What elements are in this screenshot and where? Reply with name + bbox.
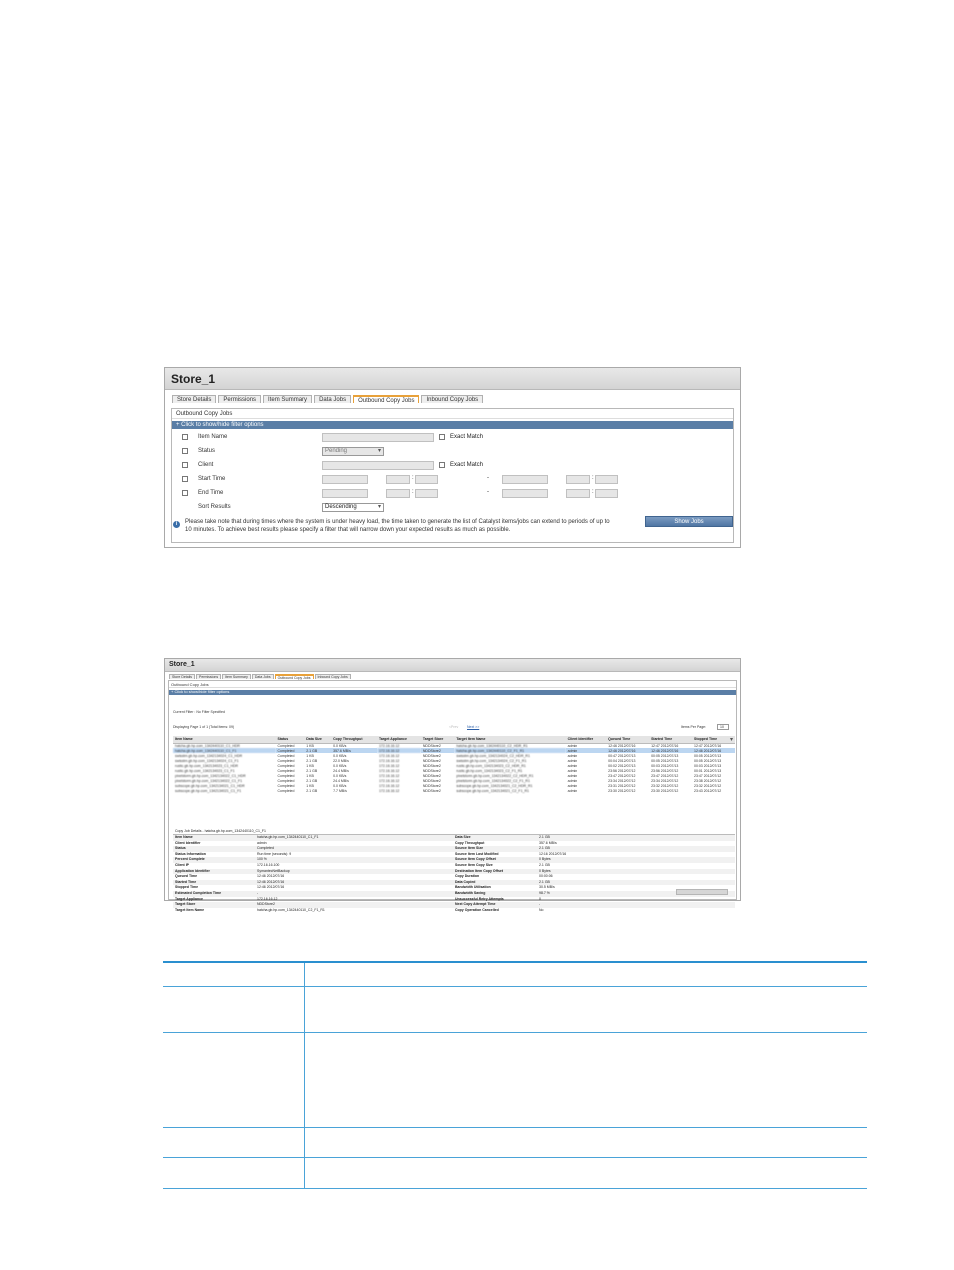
detail-value: 172.16.16.12 <box>257 896 278 901</box>
table-cell: 23:47 2012/07/12 <box>608 773 636 778</box>
table-cell: Completed <box>277 743 295 748</box>
table-cell: subscope.gb.hp.com_1342134021_C1_F1 <box>175 788 242 793</box>
client-label: Client <box>198 462 214 468</box>
table-cell: admin <box>566 748 606 753</box>
table-cell: 00:47 2012/07/13 <box>608 753 636 758</box>
client-input[interactable] <box>322 461 434 470</box>
status-select[interactable]: Pending ▾ <box>322 447 384 456</box>
end-time-to-minute[interactable] <box>595 489 618 498</box>
filter-row-client <box>172 459 733 473</box>
detail-label: Target Item Name <box>175 907 205 912</box>
table-cell: 1 KB <box>306 743 314 748</box>
table-cell: 12:46 2012/07/16 <box>606 748 649 753</box>
table-cell: 23:34 2012/07/12 <box>651 778 679 783</box>
end-time-label: End Time <box>198 490 224 496</box>
detail-value: 357.6 MB/s <box>539 840 557 845</box>
items-per-page-select[interactable]: 10 <box>717 724 729 730</box>
detail-value: 2.1 GB <box>539 862 550 867</box>
table-cell: subscope.gb.hp.com_1342134021_C2_F1_R1 <box>456 788 529 793</box>
table-cell: hatcha.gb.hp.com_1342440110_C2_HDR_R1 <box>456 743 528 748</box>
table-cell: swisstm.gb.hp.com_1342134024_C2_HDR_R1 <box>456 753 530 758</box>
status-label: Status <box>198 448 216 454</box>
heavy-load-note <box>173 518 643 534</box>
client-exact-label: Exact Match <box>450 462 484 468</box>
table-cell: Completed <box>277 763 295 768</box>
table-cell: admin <box>567 753 578 758</box>
store-title: Store_1 <box>165 659 740 672</box>
table-cell: 1 KB <box>306 753 314 758</box>
table-cell: 2.1 GB <box>306 768 318 773</box>
table-cell: 24.4 MB/s <box>333 778 349 783</box>
status-checkbox[interactable] <box>182 448 188 454</box>
table-cell: 00:05 2012/07/13 <box>651 758 679 763</box>
table-cell: pixelstorm.gb.hp.com_1342134022_C2_HDR_R1 <box>456 773 534 778</box>
detail-value: SymantecNetBackup <box>257 868 290 873</box>
current-filter-text: Current Filter : No Filter Specified <box>173 710 225 714</box>
detail-value: - <box>257 890 259 895</box>
detail-value: Run time (seconds): 9 <box>257 851 292 856</box>
table-cell: 172.16.16.12 <box>378 753 400 758</box>
end-time-from-date[interactable] <box>322 489 368 498</box>
table-cell: 23:56 2012/07/12 <box>608 768 636 773</box>
detail-label: Started Time <box>175 879 197 884</box>
tab-permissions[interactable]: Permissions <box>218 395 261 403</box>
detail-value: hatcha.gb.hp.com_1342440110_C1_F1 <box>257 835 319 839</box>
table-cell: rustic.gb.hp.com_1342134023_C1_F1 <box>175 768 235 773</box>
filter-row-item-name <box>172 431 733 445</box>
column-header[interactable]: Started Time <box>649 736 692 743</box>
detail-label: Destination Item Copy Offset <box>455 868 504 873</box>
detail-label: Queued Time <box>175 874 198 879</box>
detail-value: No <box>539 907 544 912</box>
detail-value: Completed <box>257 846 274 851</box>
tab-data-jobs[interactable]: Data Jobs <box>252 674 274 679</box>
table-cell: 2.1 GB <box>306 788 318 793</box>
detail-label: Estimated Completion Time <box>175 890 222 895</box>
outbound-copy-jobs-filter-screenshot <box>164 367 741 548</box>
detail-value: 0 Bytes <box>539 857 551 862</box>
table-cell: Completed <box>277 753 295 758</box>
table-cell: 23:56 2012/07/12 <box>651 768 679 773</box>
items-per-page-label: Items Per Page: <box>681 725 707 729</box>
detail-value: 2.1 GB <box>539 879 550 884</box>
start-time-from-minute[interactable] <box>415 475 438 484</box>
table-cell: pixelstorm.gb.hp.com_1342134022_C1_HDR <box>175 773 246 778</box>
filter-toggle-bar[interactable]: + Click to show/hide filter options <box>169 690 736 695</box>
detail-value: admin <box>257 840 267 845</box>
detail-label: Source Item Size <box>455 846 484 851</box>
detail-value: 98.7 % <box>539 890 550 895</box>
table-cell: 2.1 GB <box>306 778 318 783</box>
table-cell: 23:34 2012/07/12 <box>608 778 636 783</box>
detail-label: Unsuccessful Retry Attempts <box>455 896 504 901</box>
detail-label: Target Appliance <box>175 896 204 901</box>
note-line-1: Please take note that during times where the system is under heavy load, the time taken to generate the list of Catalyst items/jobs can extend to periods of up to <box>185 519 610 525</box>
outbound-copy-jobs-results-screenshot <box>164 658 741 912</box>
table-cell: 12:46 2012/07/16 <box>692 748 735 753</box>
detail-label: Target Store <box>175 902 196 907</box>
detail-value: 12:46 2012/07/16 <box>257 885 285 890</box>
close-details-button[interactable] <box>676 889 728 895</box>
tab-outbound-copy-jobs[interactable]: Outbound Copy Jobs <box>275 674 314 679</box>
table-cell: 357.6 MB/s <box>331 748 377 753</box>
description-table <box>163 961 867 1189</box>
table-cell: 23:47 2012/07/12 <box>694 773 722 778</box>
start-time-checkbox[interactable] <box>182 476 188 482</box>
detail-value: 12:46 2012/07/16 <box>257 874 285 879</box>
info-icon: i <box>173 521 180 528</box>
start-time-from-date[interactable] <box>322 475 368 484</box>
table-cell: admin <box>567 768 578 773</box>
table-cell: 1 KB <box>306 783 314 788</box>
table-cell: admin <box>567 763 578 768</box>
detail-label: Copy Throughput <box>455 840 485 845</box>
table-cell: 0.0 KB/s <box>333 763 347 768</box>
table-cell: hatcha.gb.hp.com_1342440110_C1_F1 <box>173 748 276 753</box>
copy-job-details <box>173 828 735 913</box>
table-cell: 172.16.16.12 <box>378 743 400 748</box>
table-cell: pixelstorm.gb.hp.com_1342134022_C1_F1 <box>175 778 243 783</box>
table-cell: NDDStore2 <box>422 788 441 793</box>
store-tabs <box>165 672 740 680</box>
table-cell: NDDStore2 <box>422 763 441 768</box>
detail-value: 12:16 2012/07/16 <box>539 851 567 856</box>
detail-label: Bandwidth Saving <box>455 890 486 895</box>
table-cell: 00:04 2012/07/13 <box>608 758 636 763</box>
table-cell: swisstm.gb.hp.com_1342134024_C1_F1 <box>175 758 239 763</box>
table-cell: admin <box>567 778 578 783</box>
table-cell: NDDStore2 <box>422 768 441 773</box>
detail-value: 2.1 GB <box>539 835 550 839</box>
table-cell: rustic.gb.hp.com_1342134023_C2_F1_R1 <box>456 768 523 773</box>
detail-label: Next Copy Attempt Time <box>455 902 496 907</box>
detail-label: Copy Duration <box>455 874 480 879</box>
item-name-input[interactable] <box>322 433 434 442</box>
detail-label: Copy Operation Cancelled <box>455 907 499 912</box>
table-cell: NDDStore2 <box>422 753 441 758</box>
tab-item-summary[interactable]: Item Summary <box>222 674 251 679</box>
detail-label: Data Size <box>455 835 471 839</box>
table-cell: admin <box>567 783 578 788</box>
table-cell: NDDStore2 <box>422 743 441 748</box>
table-cell: 00:03 2012/07/13 <box>694 763 722 768</box>
detail-row <box>173 908 735 914</box>
item-name-checkbox[interactable] <box>182 434 188 440</box>
column-header[interactable]: Item Name <box>173 736 276 743</box>
table-cell: 00:01 2012/07/13 <box>694 768 722 773</box>
table-cell: Completed <box>277 758 295 763</box>
client-exact-checkbox[interactable] <box>439 462 445 468</box>
tab-permissions[interactable]: Permissions <box>196 674 221 679</box>
table-cell: Completed <box>277 783 295 788</box>
table-cell: 0.0 KB/s <box>333 743 347 748</box>
table-cell: 1 KB <box>306 763 314 768</box>
filter-row-sort <box>172 501 733 515</box>
table-cell: swisstm.gb.hp.com_1342134024_C1_HDR <box>175 753 243 758</box>
table-cell: NDDStore2 <box>421 748 454 753</box>
table-row <box>163 1127 867 1157</box>
detail-value: 2.1 GB <box>539 846 550 851</box>
table-cell: 12:46 2012/07/16 <box>649 748 692 753</box>
detail-value: 0 <box>539 896 541 901</box>
tab-store-details[interactable]: Store Details <box>169 674 195 679</box>
detail-value: 172.16.16.100 <box>257 862 280 867</box>
end-time-to-date[interactable] <box>502 489 548 498</box>
column-header[interactable]: Stopped Time <box>692 736 735 743</box>
detail-label: Data Copied <box>455 879 476 884</box>
table-cell: 00:02 2012/07/13 <box>608 763 636 768</box>
prev-page-link[interactable]: <Prev <box>449 725 459 729</box>
table-cell: 0.0 KB/s <box>333 773 347 778</box>
table-cell: 23:30 2012/07/12 <box>651 788 679 793</box>
table-cell: 23:30 2012/07/12 <box>608 788 636 793</box>
start-time-from-hour[interactable] <box>386 475 410 484</box>
end-time-from-minute[interactable] <box>415 489 438 498</box>
table-header-row <box>163 962 867 986</box>
detail-label: Status <box>175 846 186 851</box>
item-name-label: Item Name <box>198 434 228 440</box>
detail-value: hatcha.gb.hp.com_1342440110_C2_F1_R1 <box>257 907 325 912</box>
detail-value: NDDStore2 <box>257 902 275 907</box>
filter-row-status <box>172 445 733 459</box>
column-header[interactable]: Target Store <box>421 736 454 743</box>
table-cell: 172.16.16.12 <box>378 778 400 783</box>
copy-jobs-table <box>173 736 735 793</box>
table-cell: 2.1 GB <box>304 748 331 753</box>
table-cell: 23:43 2012/07/12 <box>694 788 722 793</box>
table-cell: admin <box>567 743 578 748</box>
detail-label: Application Identifier <box>175 868 210 873</box>
details-header: Copy Job Details - hatcha.gb.hp.com_1342440110_C1_F1 <box>173 828 735 835</box>
table-cell: NDDStore2 <box>422 778 441 783</box>
filter-row-end-time: End Time : - : <box>172 487 733 501</box>
detail-label: Source Item Copy Offset <box>455 857 496 862</box>
tab-store-details[interactable]: Store Details <box>172 395 216 403</box>
start-time-to-hour[interactable] <box>566 475 590 484</box>
table-cell: admin <box>567 758 578 763</box>
table-cell: 22.0 MB/s <box>333 758 349 763</box>
sort-results-label: Sort Results <box>198 504 231 510</box>
table-cell: 172.16.16.12 <box>378 768 400 773</box>
detail-label: Client Identifier <box>175 840 201 845</box>
filter-toggle-bar[interactable]: + Click to show/hide filter options <box>172 421 733 429</box>
client-checkbox[interactable] <box>182 462 188 468</box>
table-row <box>163 1032 867 1127</box>
detail-value: - <box>539 902 541 907</box>
detail-label: Item Name <box>175 835 193 839</box>
column-header[interactable]: Target Appliance <box>377 736 421 743</box>
table-cell: 00:05 2012/07/13 <box>694 753 722 758</box>
item-name-exact-checkbox[interactable] <box>439 434 445 440</box>
outbound-copy-jobs-panel <box>168 680 737 912</box>
sort-results-select[interactable]: Descending ▾ <box>322 503 384 512</box>
panel-title: Outbound Copy Jobs <box>169 681 736 688</box>
detail-label: Bandwidth Utilisation <box>455 885 491 890</box>
table-cell: 0.0 KB/s <box>333 753 347 758</box>
table-cell: 172.16.16.12 <box>378 773 400 778</box>
note-line-2: 10 minutes. To achieve best results please specify a filter that will narrow down your expected results as much as possible. <box>185 527 511 533</box>
tab-inbound-copy-jobs[interactable]: Inbound Copy Jobs <box>315 674 351 679</box>
table-row <box>163 1157 867 1188</box>
table-cell: 12:46 2012/07/16 <box>608 743 636 748</box>
end-time-to-hour[interactable] <box>566 489 590 498</box>
detail-label: Client IP <box>175 862 190 867</box>
table-cell: NDDStore2 <box>422 758 441 763</box>
tab-inbound-copy-jobs[interactable]: Inbound Copy Jobs <box>421 395 483 403</box>
displaying-page-text: Displaying Page 1 of 1 (Total Items: 09) <box>173 725 235 729</box>
table-cell: 2.1 GB <box>306 758 318 763</box>
detail-value: 100 % <box>257 857 267 862</box>
table-cell: subscope.gb.hp.com_1342134021_C1_HDR <box>175 783 245 788</box>
table-cell: 0.0 KB/s <box>333 783 347 788</box>
detail-label: Source Item Last Modified <box>455 851 499 856</box>
item-name-exact-label: Exact Match <box>450 434 484 440</box>
show-jobs-button[interactable]: Show Jobs <box>645 516 733 527</box>
table-cell: 172.16.16.12 <box>377 748 421 753</box>
table-cell: 24.4 MB/s <box>333 768 349 773</box>
filter-toggle-label: Click to show/hide filter options <box>181 422 264 428</box>
end-time-checkbox[interactable] <box>182 490 188 496</box>
filter-toggle-label: Click to show/hide filter options <box>174 689 230 694</box>
column-header[interactable]: Data Size <box>304 736 331 743</box>
table-cell: Completed <box>277 788 295 793</box>
filter-row-start-time: Start Time : - : <box>172 473 733 487</box>
table-cell: NDDStore2 <box>422 773 441 778</box>
table-cell: hatcha.gb.hp.com_1342440110_C2_F1_R1 <box>454 748 565 753</box>
table-cell: subscope.gb.hp.com_1342134021_C2_HDR_R1 <box>456 783 533 788</box>
table-cell: 00:05 2012/07/13 <box>651 753 679 758</box>
table-cell: 23:32 2012/07/12 <box>651 783 679 788</box>
detail-value: 0 Bytes <box>539 868 551 873</box>
column-header[interactable]: Target Item Name <box>454 736 565 743</box>
table-cell: 12:47 2012/07/16 <box>694 743 722 748</box>
table-cell: 00:03 2012/07/13 <box>651 763 679 768</box>
table-cell: 7.7 MB/s <box>333 788 347 793</box>
tab-data-jobs[interactable]: Data Jobs <box>314 395 351 403</box>
table-cell: 12:47 2012/07/16 <box>651 743 679 748</box>
table-cell: 23:38 2012/07/12 <box>694 778 722 783</box>
next-page-link[interactable]: Next >> <box>467 725 480 729</box>
table-cell: Completed <box>277 768 295 773</box>
table-cell: hatcha.gb.hp.com_1342440110_C1_HDR <box>175 743 240 748</box>
table-cell: Completed <box>277 778 295 783</box>
detail-label: Stopped Time <box>175 885 199 890</box>
store-tabs <box>165 390 740 408</box>
start-time-to-date[interactable] <box>502 475 548 484</box>
table-cell: rustic.gb.hp.com_1342134023_C1_HDR <box>175 763 239 768</box>
table-cell: 00:05 2012/07/13 <box>694 758 722 763</box>
detail-label: Source Item Copy Size <box>455 862 493 867</box>
panel-title: Outbound Copy Jobs <box>172 409 733 419</box>
store-title: Store_1 <box>165 368 740 390</box>
table-cell: 172.16.16.12 <box>378 788 400 793</box>
tab-outbound-copy-jobs[interactable]: Outbound Copy Jobs <box>353 395 419 403</box>
table-cell: pixelstorm.gb.hp.com_1342134022_C2_F1_R1 <box>456 778 530 783</box>
detail-value: 00:00:06 <box>539 874 553 879</box>
table-cell: 23:31 2012/07/12 <box>608 783 636 788</box>
start-time-label: Start Time <box>198 476 226 482</box>
tab-item-summary[interactable]: Item Summary <box>263 395 312 403</box>
table-row[interactable] <box>173 788 735 793</box>
table-cell: 1 KB <box>306 773 314 778</box>
table-cell: 23:32 2012/07/12 <box>694 783 722 788</box>
start-time-to-minute[interactable] <box>595 475 618 484</box>
column-header[interactable]: Copy Throughput <box>331 736 377 743</box>
table-cell: NDDStore2 <box>422 783 441 788</box>
table-cell: rustic.gb.hp.com_1342134023_C2_HDR_R1 <box>456 763 526 768</box>
table-cell: 23:47 2012/07/12 <box>651 773 679 778</box>
column-header[interactable]: Queued Time <box>606 736 649 743</box>
table-cell: Completed <box>276 748 305 753</box>
detail-label: Percent Complete <box>175 857 205 862</box>
table-cell: Completed <box>277 773 295 778</box>
table-cell: 172.16.16.12 <box>378 763 400 768</box>
column-header[interactable]: Client Identifier <box>566 736 606 743</box>
end-time-from-hour[interactable] <box>386 489 410 498</box>
table-row <box>163 986 867 1032</box>
table-cell: 172.16.16.12 <box>378 783 400 788</box>
table-cell: admin <box>567 773 578 778</box>
detail-value: 12:46 2012/07/16 <box>257 879 285 884</box>
detail-label: Status Information <box>175 851 206 856</box>
detail-value: 30.5 MB/s <box>539 885 555 890</box>
column-header[interactable]: Status <box>276 736 305 743</box>
table-cell: 172.16.16.12 <box>378 758 400 763</box>
table-cell: admin <box>567 788 578 793</box>
table-cell: swisstm.gb.hp.com_1342134024_C2_F1_R1 <box>456 758 527 763</box>
